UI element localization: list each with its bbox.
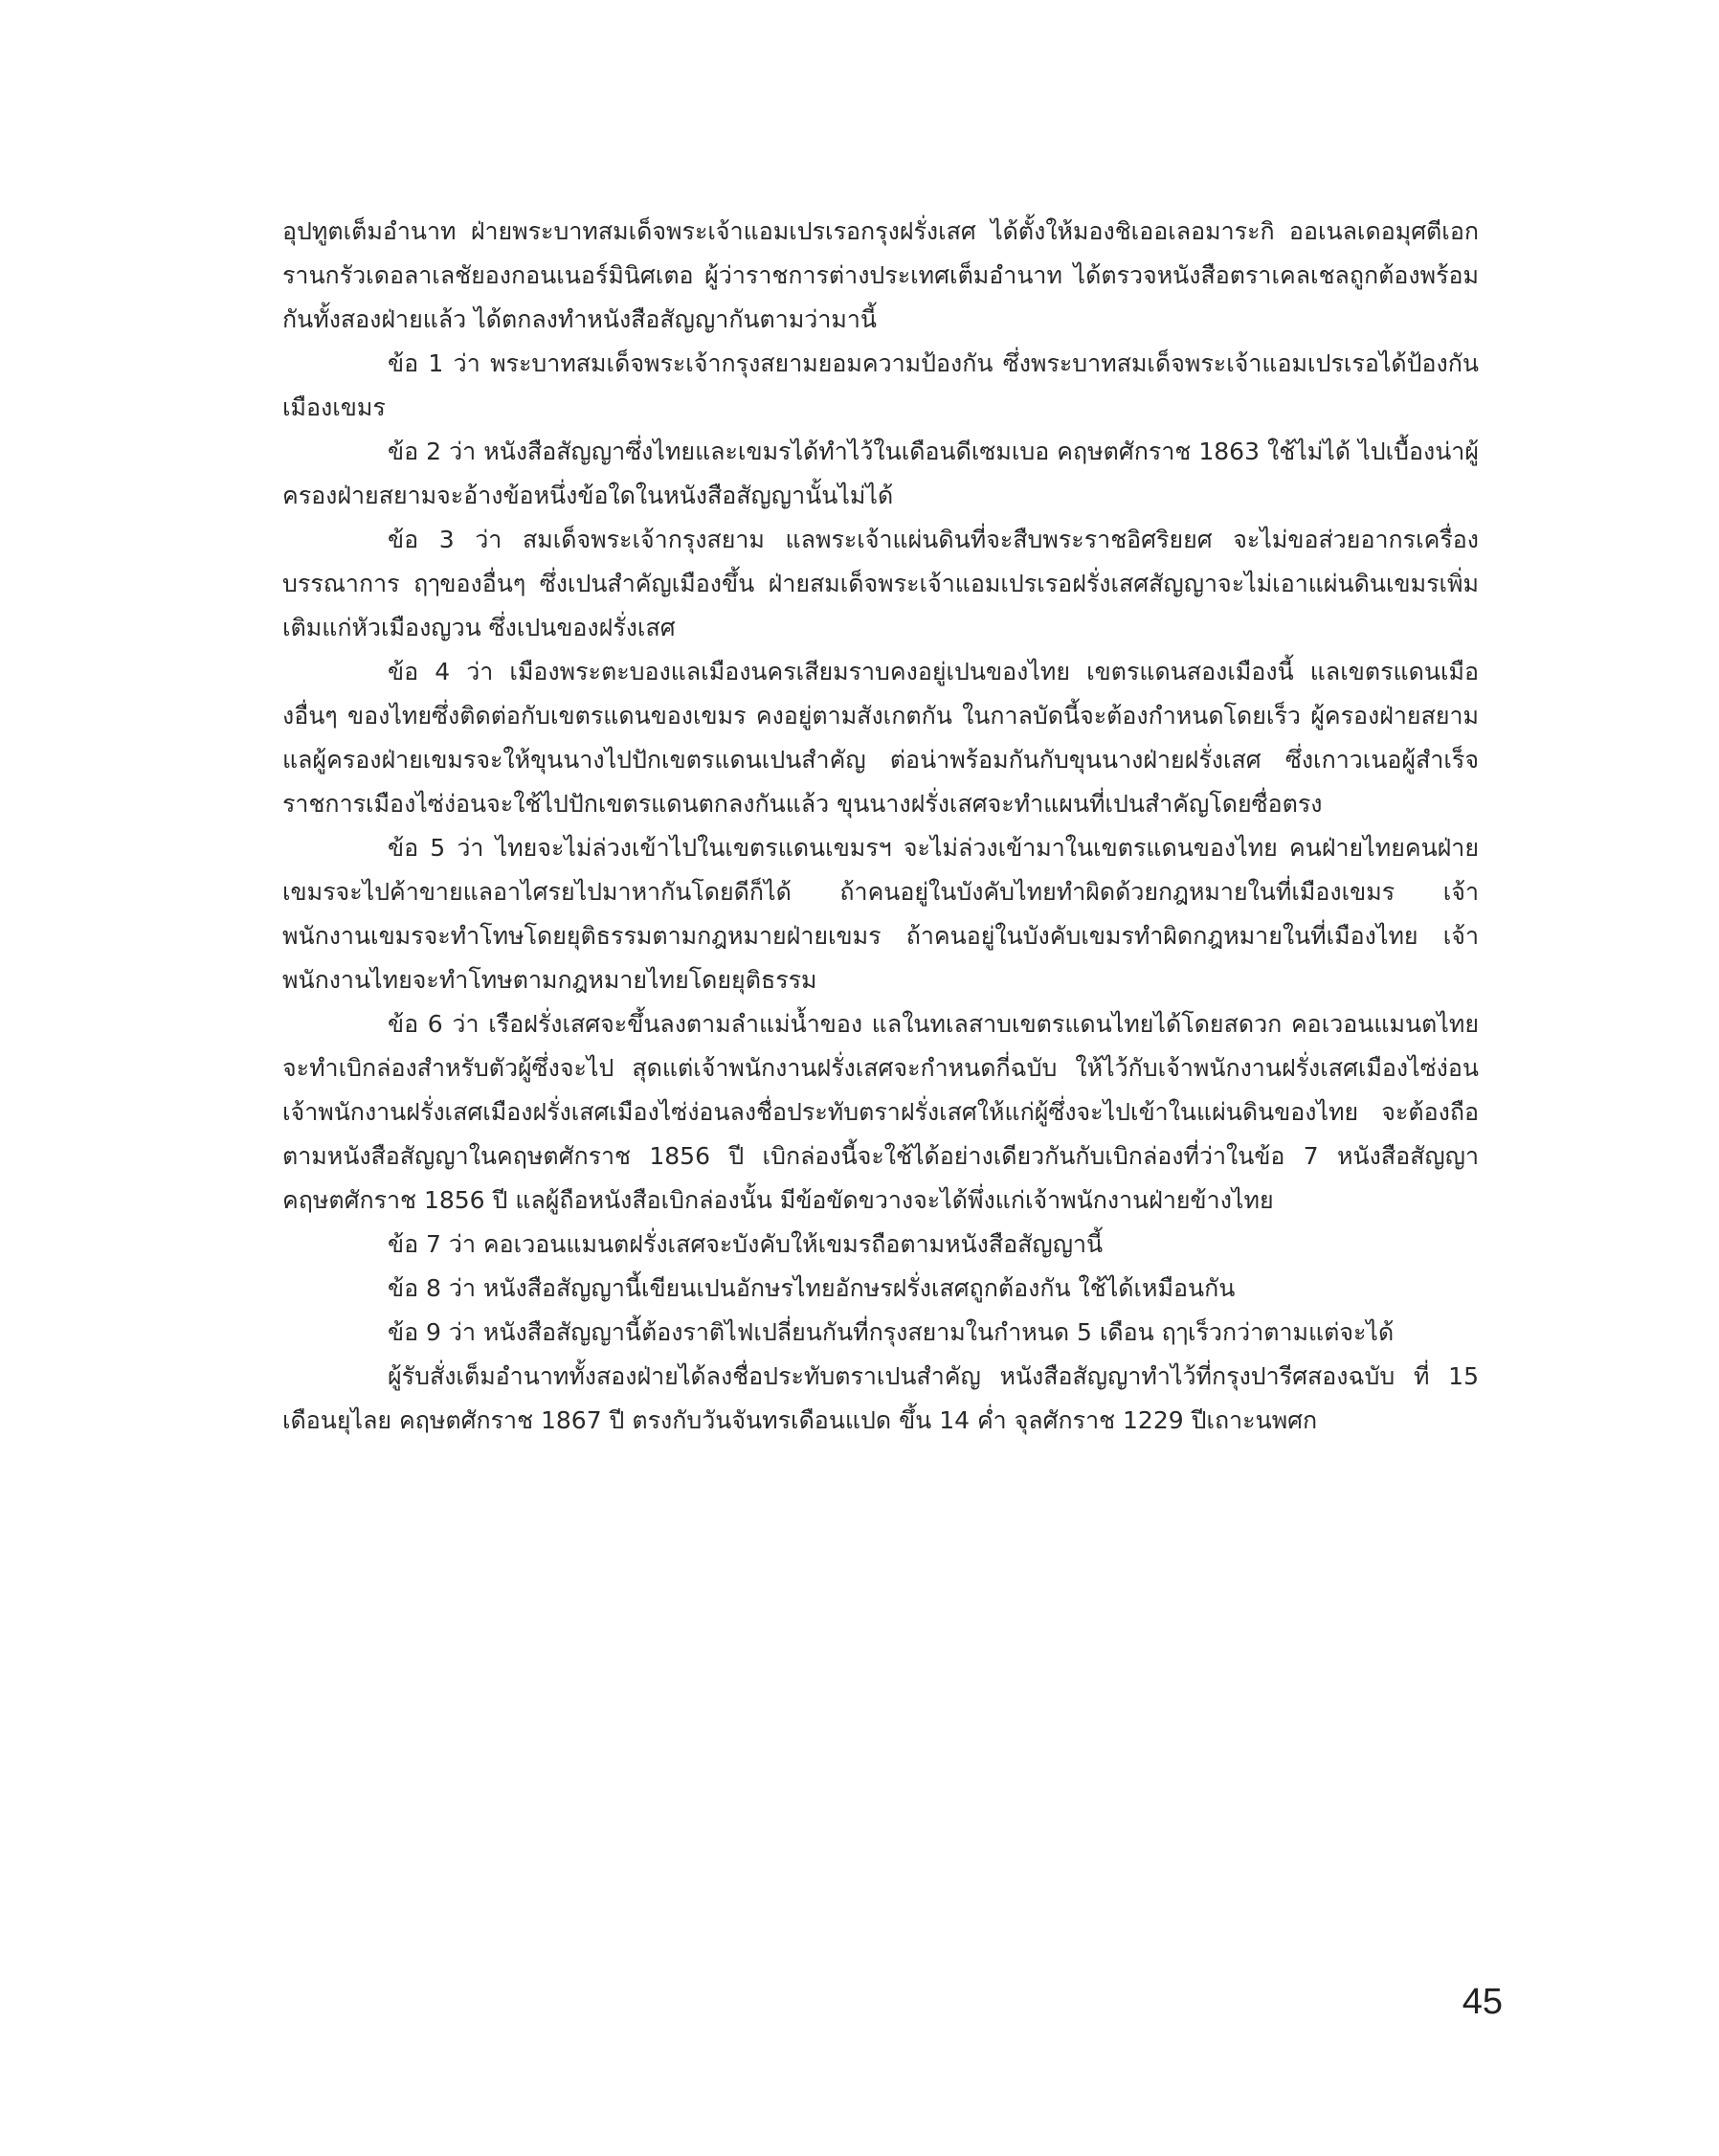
paragraph-article-8: ข้อ 8 ว่า หนังสือสัญญานี้เขียนเปนอักษรไทยอักษรฝรั่งเสศถูกต้องกัน ใช้ได้เหมือนกัน <box>388 1274 1236 1302</box>
paragraph-article-9: ข้อ 9 ว่า หนังสือสัญญานี้ต้องราติไฟเปลี่ยนกันที่กรุงสยามในกำหนด 5 เดือน ฤๅเร็วกว่าตามแต่จะได้ <box>388 1318 1395 1346</box>
paragraph-article-7: ข้อ 7 ว่า คอเวอนแมนตฝรั่งเสศจะบังคับให้เขมรถือตามหนังสือสัญญานี้ <box>388 1230 1104 1258</box>
paragraph-article-2: ข้อ 2 ว่า หนังสือสัญญาซึ่งไทยและเขมรได้ทำไว้ในเดือนดีเซมเบอ คฤษตศักราช 1863 ใช้ไม่ได้ ไปเบื้องน่าผู้ครองฝ่ายสยามจะอ้างข้อหนึ่งข้อใดในหนังสือสัญญานั้นไม่ได้ <box>282 438 1479 509</box>
paragraph-article-1: ข้อ 1 ว่า พระบาทสมเด็จพระเจ้ากรุงสยามยอมความป้องกัน ซึ่งพระบาทสมเด็จพระเจ้าแอมเปรเรอได้ป้องกันเมืองเขมร <box>282 349 1479 421</box>
paragraph-article-3: ข้อ 3 ว่า สมเด็จพระเจ้ากรุงสยาม แลพระเจ้าแผ่นดินที่จะสืบพระราชอิศริยยศ จะไม่ขอส่วยอากรเครื่องบรรณาการ ฤๅของอื่นๆ ซึ่งเปนสำคัญเมืองขึ้น ฝ่ายสมเด็จพระเจ้าแอมเปรเรอฝรั่งเสศสัญญาจะไม่เอาแผ่นดินเขมรเพิ่มเติมแก่หัวเมืองญวน ซึ่งเปนของฝรั่งเสศ <box>282 526 1479 641</box>
paragraph-article-6: ข้อ 6 ว่า เรือฝรั่งเสศจะขึ้นลงตามลำแม่น้ำของ แลในทเลสาบเขตรแดนไทยได้โดยสดวก คอเวอนแมนตไทยจะทำเบิกล่องสำหรับตัวผู้ซึ่งจะไป สุดแต่เจ้าพนักงานฝรั่งเสศจะกำหนดกี่ฉบับ ให้ไว้กับเจ้าพนักงานฝรั่งเสศเมืองไซ่ง่อน เจ้าพนักงานฝรั่งเสศเมืองฝรั่งเสศเมืองไซ่ง่อนลงชื่อประทับตราฝรั่งเสศให้แก่ผู้ซึ่งจะไปเข้าในแผ่นดินของไทย จะต้องถือตามหนังสือสัญญาในคฤษตศักราช 1856 ปี เบิกล่องนี้จะใช้ได้อย่างเดียวกันกับเบิกล่องที่ว่าในข้อ 7 หนังสือสัญญาคฤษตศักราช 1856 ปี แลผู้ถือหนังสือเบิกล่องนั้น มีข้อขัดขวางจะได้พึ่งแก่เจ้าพนักงานฝ่ายข้างไทย <box>282 1010 1479 1214</box>
body-text <box>282 210 1479 1443</box>
paragraph-article-5: ข้อ 5 ว่า ไทยจะไม่ล่วงเข้าไปในเขตรแดนเขมรฯ จะไม่ล่วงเข้ามาในเขตรแดนของไทย คนฝ่ายไทยคนฝ่ายเขมรจะไปค้าขายแลอาไศรยไปมาหากันโดยดีก็ได้ ถ้าคนอยู่ในบังคับไทยทำผิดด้วยกฎหมายในที่เมืองเขมร เจ้าพนักงานเขมรจะทำโทษโดยยุติธรรมตามกฎหมายฝ่ายเขมร ถ้าคนอยู่ในบังคับเขมรทำผิดกฎหมายในที่เมืองไทย เจ้าพนักงานไทยจะทำโทษตามกฎหมายไทยโดยยุติธรรม <box>282 834 1479 994</box>
page-number: 45 <box>1462 1982 1503 2022</box>
paragraph-closing: ผู้รับสั่งเต็มอำนาททั้งสองฝ่ายได้ลงชื่อประทับตราเปนสำคัญ หนังสือสัญญาทำไว้ที่กรุงปารีศสองฉบับ ที่ 15 เดือนยุไลย คฤษตศักราช 1867 ปี ตรงกับวันจันทรเดือนแปด ขึ้น 14 ค่ำ จุลศักราช 1229 ปีเถาะนพศก <box>282 1362 1479 1434</box>
paragraph-article-4: ข้อ 4 ว่า เมืองพระตะบองแลเมืองนครเสียมราบคงอยู่เปนของไทย เขตรแดนสองเมืองนี้ แลเขตรแดนเมืองอื่นๆ ของไทยซึ่งติดต่อกับเขตรแดนของเขมร คงอยู่ตามสังเกตกัน ในกาลบัดนี้จะต้องกำหนดโดยเร็ว ผู้ครองฝ่ายสยามแลผู้ครองฝ่ายเขมรจะให้ขุนนางไปปักเขตรแดนเปนสำคัญ ต่อน่าพร้อมกันกับขุนนางฝ่ายฝรั่งเสศ ซึ่งเกาวเนอผู้สำเร็จราชการเมืองไซ่ง่อนจะใช้ไปปักเขตรแดนตกลงกันแล้ว ขุนนางฝรั่งเสศจะทำแผนที่เปนสำคัญโดยซื่อตรง <box>282 658 1479 818</box>
paragraph-intro: อุปทูตเต็มอำนาท ฝ่ายพระบาทสมเด็จพระเจ้าแอมเปรเรอกรุงฝรั่งเสศ ได้ตั้งให้มองชิเออเลอมาระกิ ออเนลเดอมุศตีเอกรานกรัวเดอลาเลชัยองกอนเนอร์มินิศเตอ ผู้ว่าราชการต่างประเทศเต็มอำนาท ได้ตรวจหนังสือตราเคลเชลถูกต้องพร้อมกันทั้งสองฝ่ายแล้ว ได้ตกลงทำหนังสือสัญญากันตามว่ามานี้ <box>282 217 1479 333</box>
